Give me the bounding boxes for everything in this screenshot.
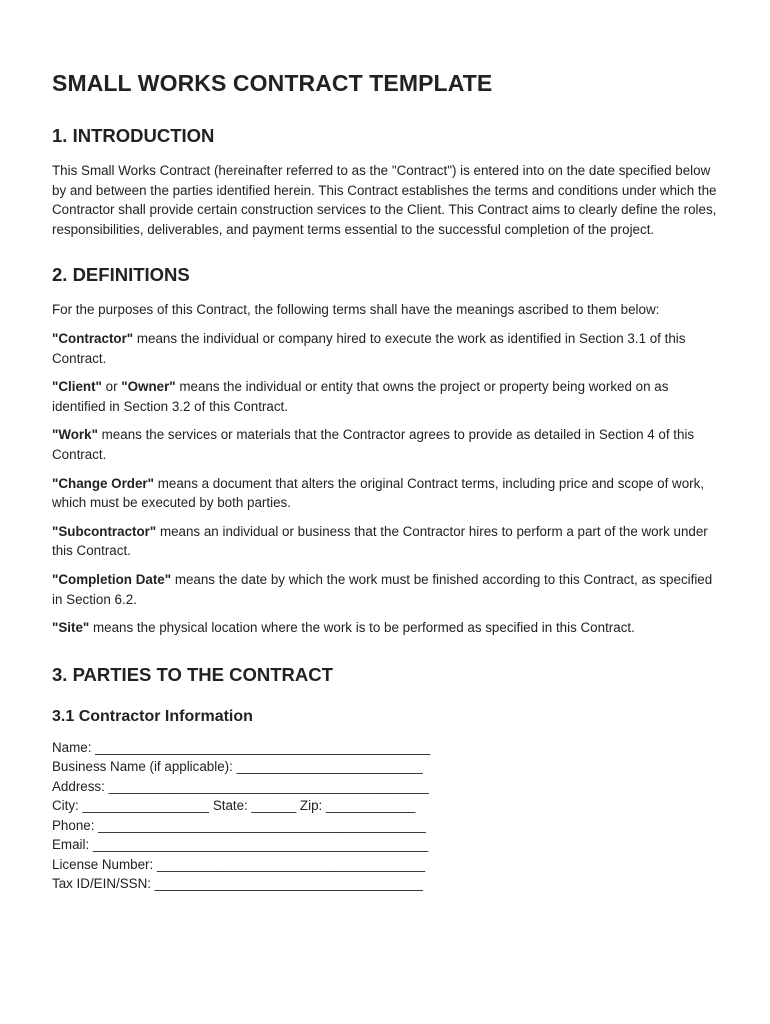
definition-site	[52, 618, 718, 638]
definition-text: means an individual or business that the Contractor hires to perform a part of the work under this Contract.	[52, 523, 708, 559]
definition-text: means the physical location where the work is to be performed as specified in this Contract.	[89, 620, 635, 636]
subsection-heading-contractor-info: 3.1 Contractor Information	[52, 707, 253, 725]
introduction-paragraph: This Small Works Contract (hereinafter referred to as the "Contract") is entered into on the date specified below by and between the parties identified herein. This Contract establishes the terms and conditions under which the Contractor shall provide certain construction services to the Client. This Contract aims to clearly define the roles, responsibilities, deliverables, and payment terms essential to the successful completion of the project.	[52, 163, 717, 237]
definition-work	[52, 425, 718, 464]
definition-subcontractor	[52, 522, 718, 561]
definition-term: "Site"	[52, 620, 90, 636]
field-city-state-zip[interactable]: City: _________________ State: ______ Zip: ____________	[52, 798, 416, 814]
definition-term: "Work"	[52, 427, 98, 443]
definition-term: "Change Order"	[52, 475, 154, 491]
definition-change-order	[52, 474, 718, 513]
definition-text: means the services or materials that the Contractor agrees to provide as detailed in Section 4 of this Contract.	[52, 427, 695, 462]
field-address[interactable]: Address: ___________________________________________	[52, 778, 429, 794]
definition-term: "Contractor"	[52, 330, 134, 346]
field-business-name[interactable]: Business Name (if applicable): _________________________	[52, 759, 423, 775]
field-license-number[interactable]: License Number: ____________________________________	[52, 856, 426, 872]
definition-text: means a document that alters the original Contract terms, including price and scope of work, which must be executed by both parties.	[52, 475, 705, 511]
field-email[interactable]: Email: _____________________________________________	[52, 837, 429, 853]
definition-term: "Subcontractor"	[52, 523, 157, 539]
field-tax-id[interactable]: Tax ID/EIN/SSN: ____________________________________	[52, 876, 423, 892]
definition-text: means the individual or company hired to execute the work as identified in Section 3.1 of this Contract.	[52, 330, 686, 366]
field-name[interactable]: Name: _____________________________________________	[52, 739, 431, 755]
definition-completion-date	[52, 570, 718, 609]
definition-contractor	[52, 329, 718, 368]
definition-term: "Owner"	[121, 379, 176, 395]
contractor-info-fields	[52, 738, 718, 894]
definition-term: "Completion Date"	[52, 571, 172, 587]
section-heading-definitions: 2. DEFINITIONS	[52, 264, 190, 286]
definition-client	[52, 377, 718, 416]
definitions-intro: For the purposes of this Contract, the following terms shall have the meanings ascribed to them below:	[52, 302, 660, 318]
definition-text: means the individual or entity that owns the project or property being worked on as identified in Section 3.2 of this Contract.	[52, 379, 669, 414]
section-heading-introduction: 1. INTRODUCTION	[52, 125, 215, 146]
section-heading-parties: 3. PARTIES TO THE CONTRACT	[52, 663, 333, 685]
document-title: SMALL WORKS CONTRACT TEMPLATE	[52, 70, 493, 96]
definition-text: means the date by which the work must be finished according to this Contract, as specified in Section 6.2.	[52, 571, 713, 607]
definition-term: "Client"	[52, 379, 102, 395]
definition-connector: or	[101, 379, 122, 395]
field-phone[interactable]: Phone: ____________________________________________	[52, 817, 426, 833]
